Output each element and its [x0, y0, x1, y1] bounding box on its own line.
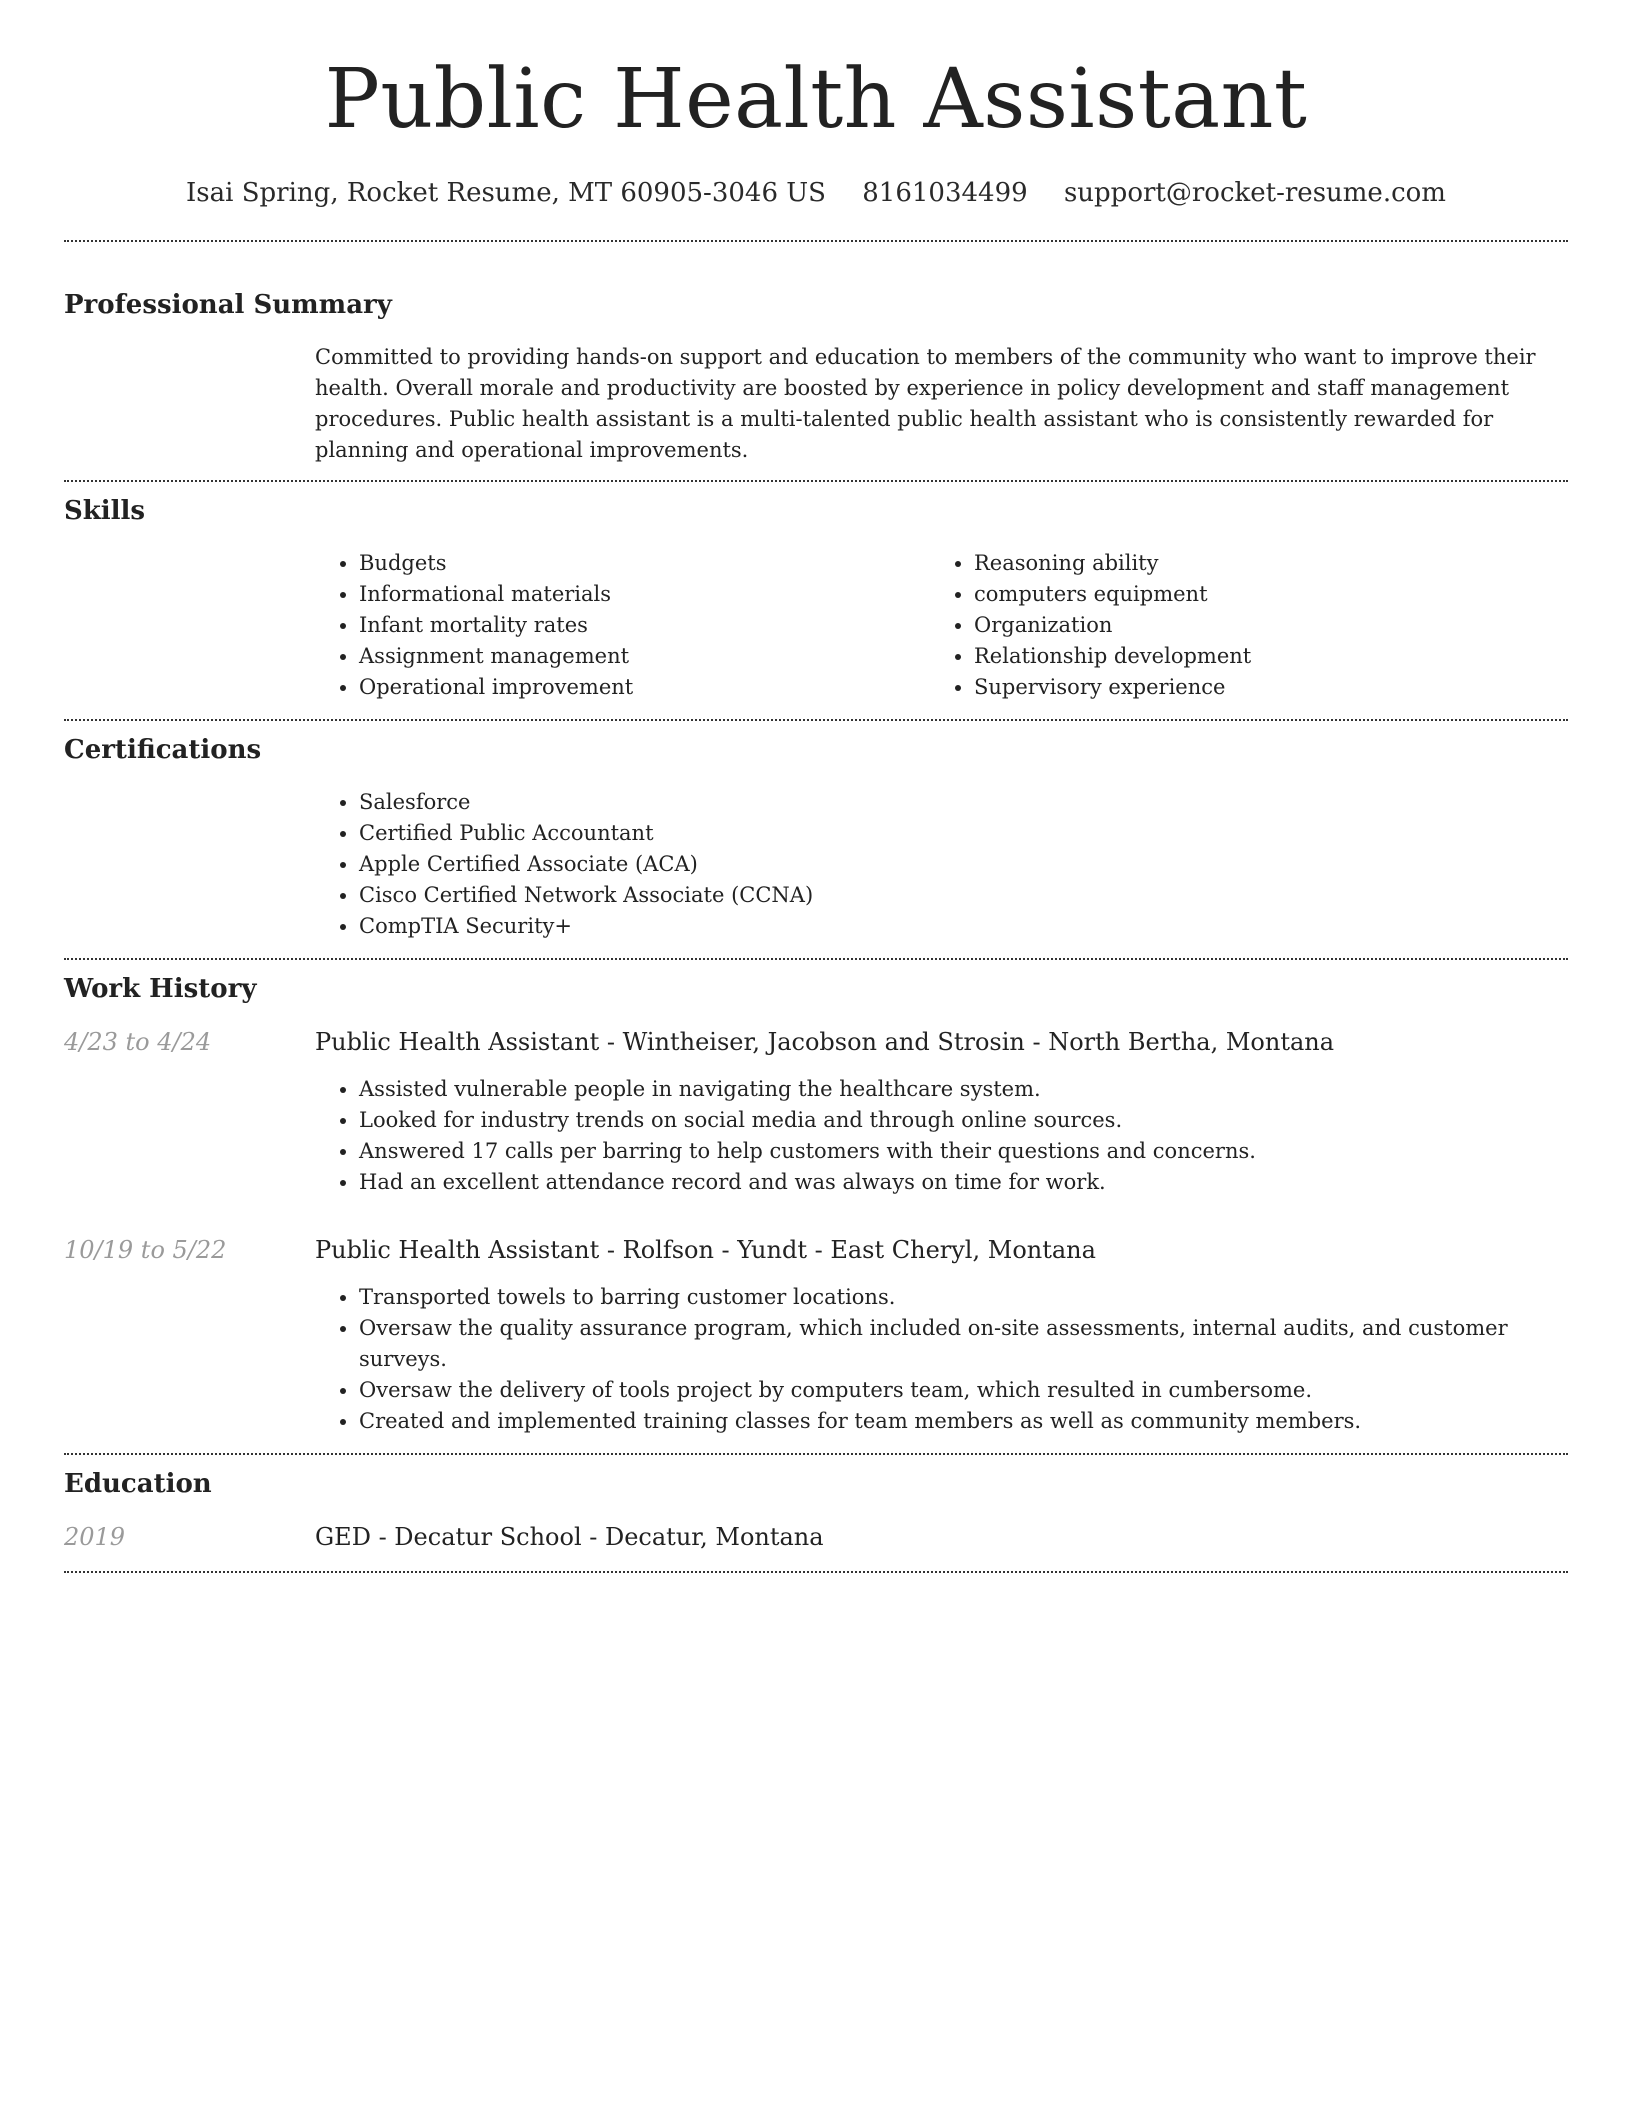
summary-section	[64, 288, 1568, 466]
skills-heading: Skills	[64, 496, 146, 526]
section-divider	[64, 958, 1568, 960]
work-bullet: • Transported towels to barring customer locations.	[359, 1282, 1568, 1313]
summary-text: Committed to providing hands-on support and education to members of the community who want to improve their health. Overall morale and productivity are boosted by experience in policy development and staff management procedures. Public health assistant is a multi-talented public health assistant who is consistently rewarded for planning and operational improvements.	[315, 345, 1536, 462]
work-entry-body	[315, 1074, 1568, 1198]
work-bullet: • Created and implemented training classes for team members as well as community members.	[359, 1406, 1568, 1437]
skill-item: • Relationship development	[974, 641, 1545, 672]
certification-item: • Salesforce	[359, 787, 1568, 818]
skills-list-left	[315, 548, 930, 703]
work-bullet: • Had an excellent attendance record and was always on time for work.	[359, 1167, 1568, 1198]
work-bullet: • Oversaw the quality assurance program, which included on-site assessments, internal audits, and customer surveys.	[359, 1313, 1568, 1375]
contact-line	[64, 176, 1568, 210]
skills-grid	[315, 548, 1568, 703]
work-entry-header	[64, 1234, 1568, 1266]
work-history-heading: Work History	[64, 974, 257, 1004]
education-entry	[64, 1521, 1568, 1553]
work-entry-title: Public Health Assistant - Wintheiser, Jacobson and Strosin - North Bertha, Montana	[315, 1028, 1335, 1056]
skill-item: • Operational improvement	[359, 672, 930, 703]
resume-name-title: Public Health Assistant	[324, 52, 1308, 147]
education-entry-header	[64, 1521, 1568, 1553]
certification-item: • Cisco Certified Network Associate (CCNA)	[359, 880, 1568, 911]
section-divider	[64, 240, 1568, 242]
skills-list-right	[930, 548, 1545, 703]
contact-email: support@rocket-resume.com	[1063, 178, 1446, 208]
certification-item: • Certified Public Accountant	[359, 818, 1568, 849]
certifications-heading: Certifications	[64, 735, 262, 765]
education-year: 2019	[64, 1523, 126, 1551]
work-history-section	[64, 972, 1568, 1437]
education-heading: Education	[64, 1469, 212, 1499]
certifications-section	[64, 733, 1568, 942]
contact-address: Isai Spring, Rocket Resume, MT 60905-3046 US	[186, 178, 826, 208]
certifications-body	[315, 787, 1568, 942]
work-entry-dates: 4/23 to 4/24	[64, 1028, 212, 1056]
education-title: GED - Decatur School - Decatur, Montana	[315, 1523, 824, 1551]
summary-body	[315, 342, 1568, 466]
work-entry-header	[64, 1026, 1568, 1058]
contact-phone: 8161034499	[862, 178, 1028, 208]
skill-item: • Informational materials	[359, 579, 930, 610]
work-bullet: • Assisted vulnerable people in navigating the healthcare system.	[359, 1074, 1568, 1105]
work-bullet: • Answered 17 calls per barring to help customers with their questions and concerns.	[359, 1136, 1568, 1167]
work-entry-dates: 10/19 to 5/22	[64, 1236, 227, 1264]
work-bullet: • Looked for industry trends on social media and through online sources.	[359, 1105, 1568, 1136]
skill-item: • Budgets	[359, 548, 930, 579]
section-divider	[64, 1453, 1568, 1455]
skill-item: • Organization	[974, 610, 1545, 641]
skill-item: • computers equipment	[974, 579, 1545, 610]
work-entry-bullets	[315, 1282, 1568, 1437]
work-bullet: • Oversaw the delivery of tools project by computers team, which resulted in cumbersome.	[359, 1375, 1568, 1406]
work-entry-bullets	[315, 1074, 1568, 1198]
section-divider	[64, 1571, 1568, 1573]
skill-item: • Assignment management	[359, 641, 930, 672]
work-entry-title: Public Health Assistant - Rolfson - Yundt - East Cheryl, Montana	[315, 1236, 1096, 1264]
certifications-list	[315, 787, 1568, 942]
skill-item: • Supervisory experience	[974, 672, 1545, 703]
section-divider	[64, 719, 1568, 721]
work-entry	[64, 1234, 1568, 1437]
skill-item: • Reasoning ability	[974, 548, 1545, 579]
education-section	[64, 1467, 1568, 1553]
work-entry	[64, 1026, 1568, 1198]
certification-item: • CompTIA Security+	[359, 911, 1568, 942]
certification-item: • Apple Certified Associate (ACA)	[359, 849, 1568, 880]
skill-item: • Infant mortality rates	[359, 610, 930, 641]
section-divider	[64, 480, 1568, 482]
work-entry-body	[315, 1282, 1568, 1437]
summary-heading: Professional Summary	[64, 290, 392, 320]
skills-section	[64, 494, 1568, 703]
